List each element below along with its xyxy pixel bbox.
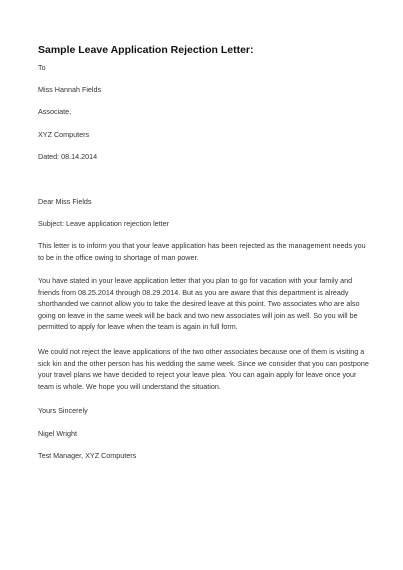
recipient-title: Associate,: [38, 107, 72, 116]
paragraph-3: We could not reject the leave applications of the two other associates because one of them is visiting a sick kin and the other person has his wedding the same week. Since we consider that you can postpone your travel plans we have decided to reject your leave plea. You can again apply for leave once your team is whole. We hope you will understand the situation.: [38, 347, 369, 391]
paragraph-2: You have stated in your leave application letter that you plan to go for vacation with your family and friends from 08.25.2014 through 08.29.2014. But as you are aware that this department is already shorthanded we cannot allow you to take the desired leave at this point. Two associates who are also going on leave in the same week will be back and two new associates will join as well. So you will be permitted to apply for leave when the team is again in full form.: [38, 276, 360, 332]
recipient-company: XYZ Computers: [38, 130, 90, 139]
paragraph-1: This letter is to inform you that your leave application has been rejected as the management needs you to be in the office owing to shortage of man power.: [38, 241, 366, 262]
salutation: Dear Miss Fields: [38, 197, 92, 206]
sender-title: Test Manager, XYZ Computers: [38, 451, 137, 460]
letter-date: Dated: 08.14.2014: [38, 152, 98, 161]
to-label: To: [38, 63, 46, 72]
subject-line: Subject: Leave application rejection letter: [38, 219, 170, 228]
closing: Yours Sincerely: [38, 406, 88, 415]
recipient-name: Miss Hannah Fields: [38, 85, 102, 94]
letter-title: Sample Leave Application Rejection Letter:: [38, 44, 254, 56]
sender-name: Nigel Wright: [38, 429, 78, 438]
